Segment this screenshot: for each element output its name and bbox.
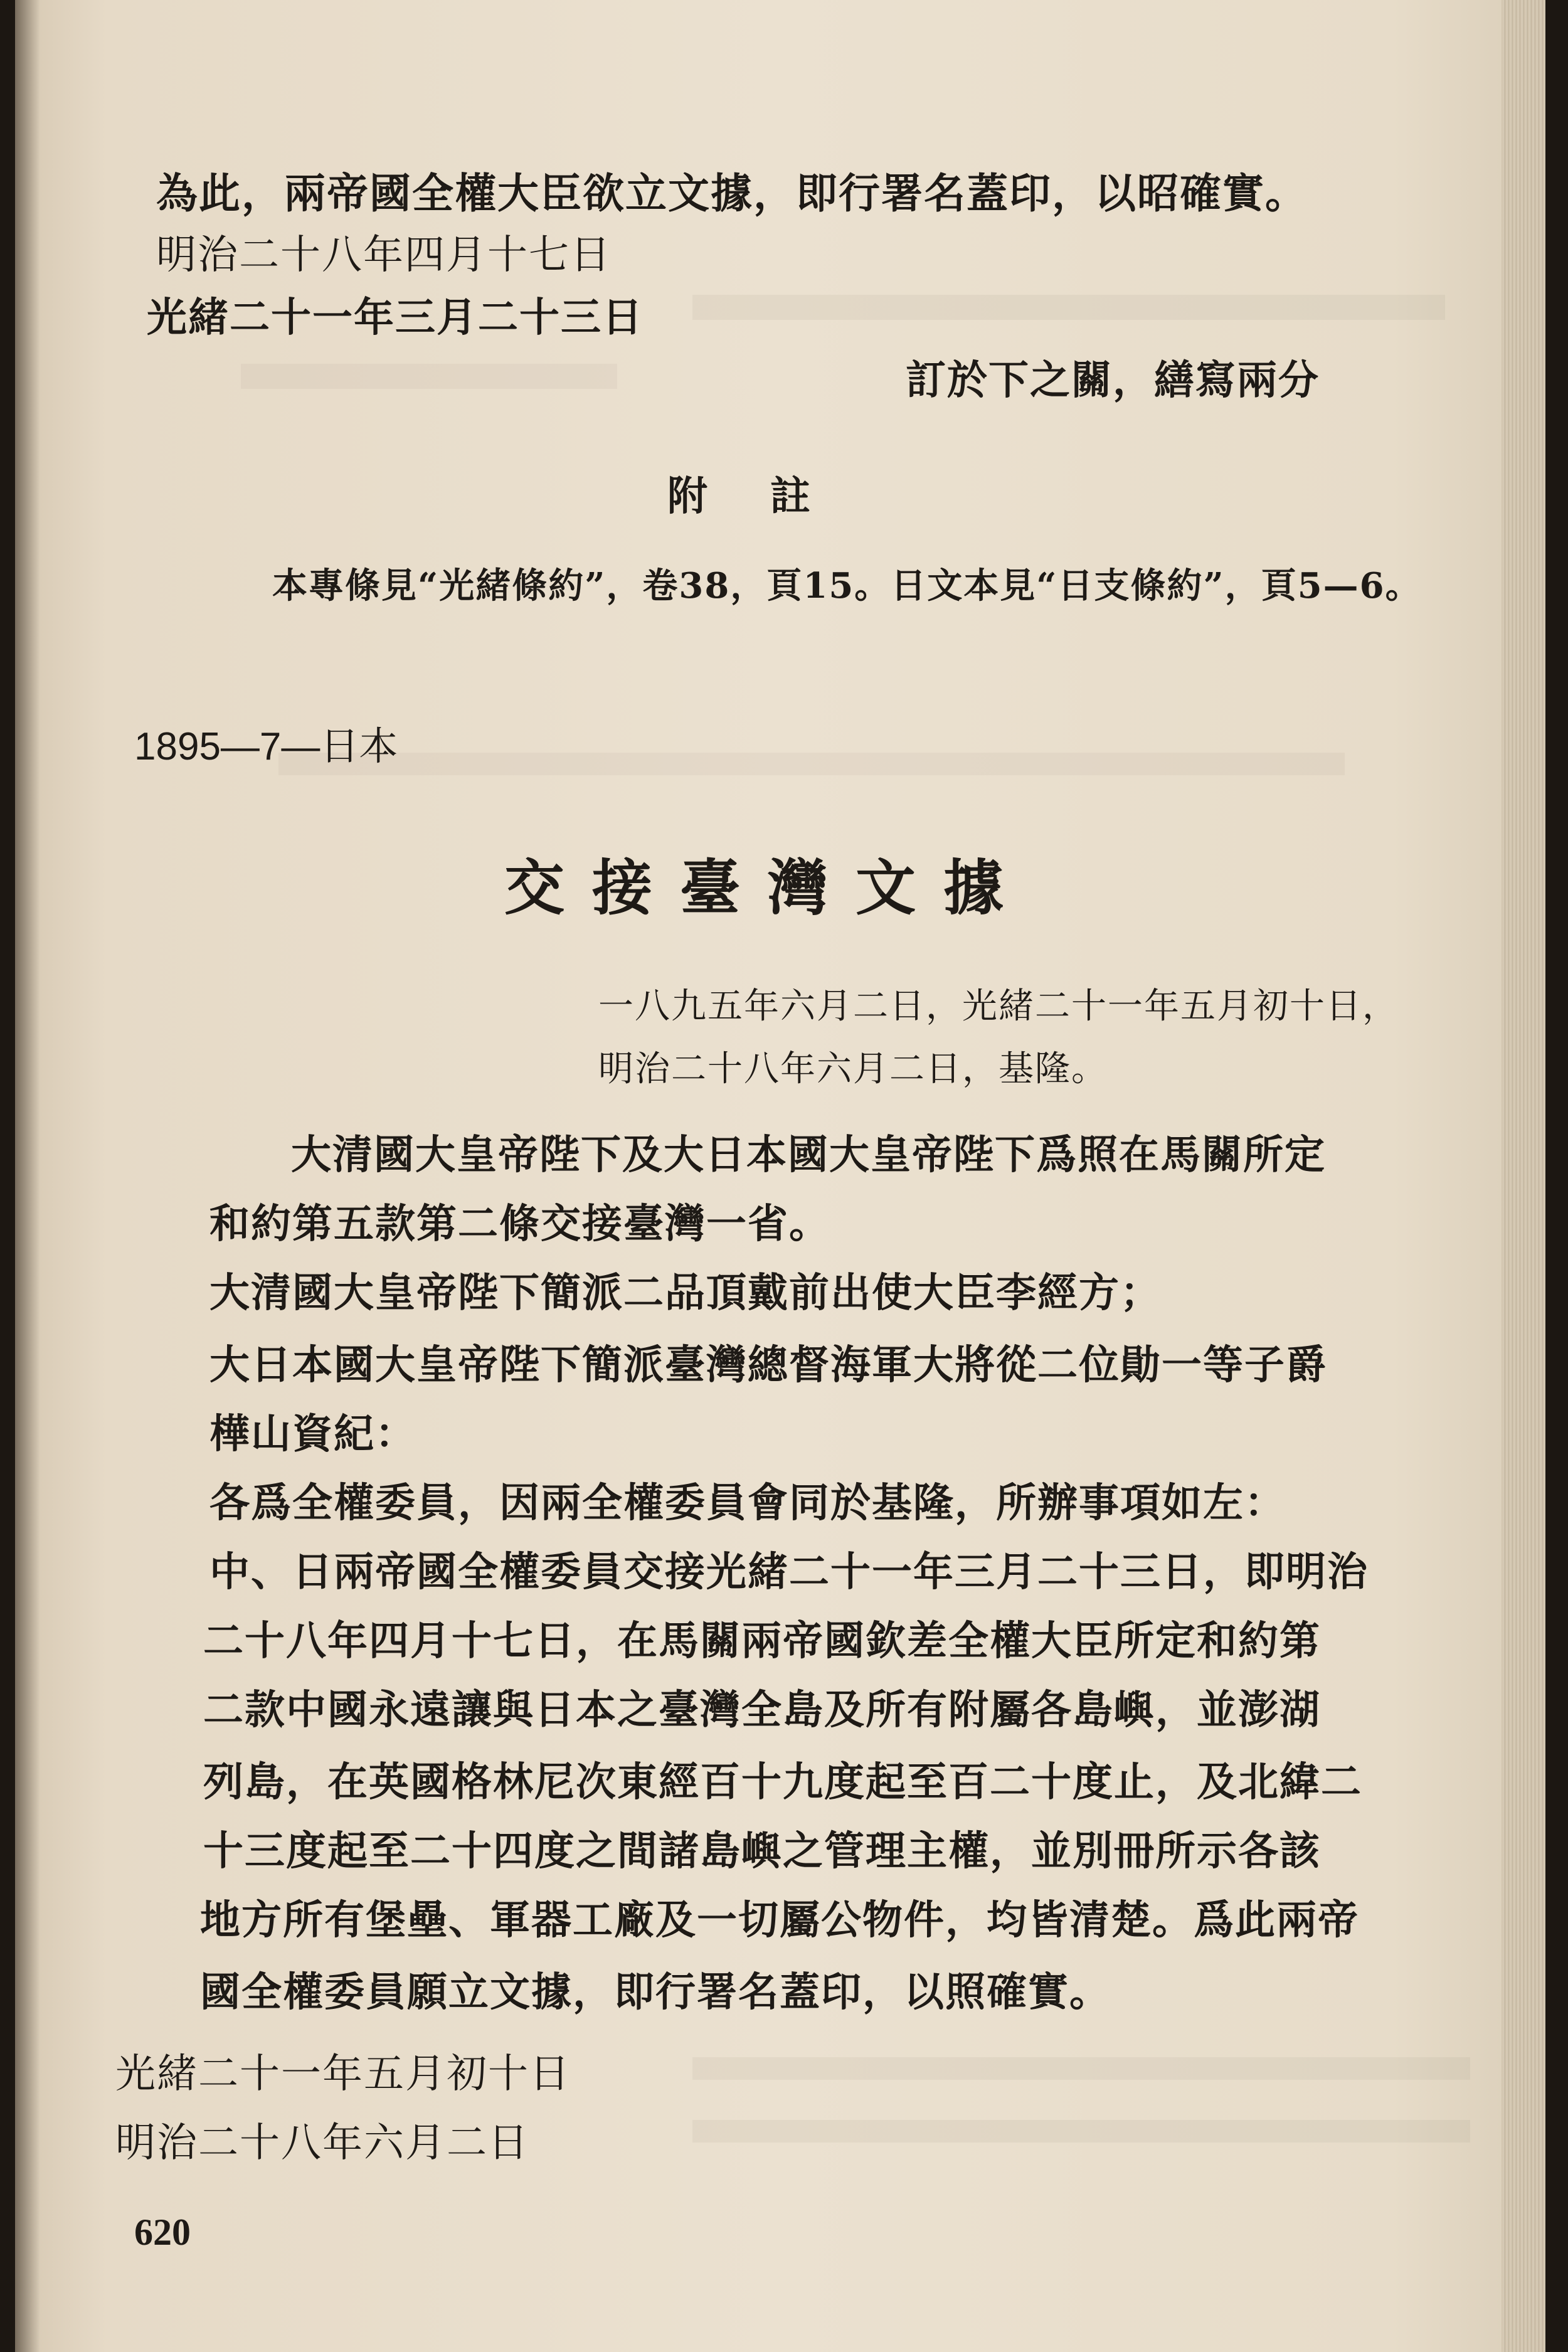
treaty-body-line: 和約第五款第二條交接臺灣一省。 [209, 1200, 830, 1248]
book-page [15, 0, 1545, 2352]
note-text: 本專條見“光緒條約”，卷38，頁15。日文本見“日支條約”，頁5—6。 [272, 565, 1422, 607]
treaty-body-line: 大日本國大皇帝陛下簡派臺灣總督海軍大將從二位勛一等子爵 [209, 1342, 1327, 1389]
treaty-date-meiji: 明治二十八年六月二日 [115, 2120, 529, 2166]
treaty-date-line-1: 一八九五年六月二日，光緒二十一年五月初十日， [598, 986, 1399, 1027]
treaty-body-line: 十三度起至二十四度之間諸島嶼之管理主權，並別冊所示各該 [203, 1828, 1321, 1875]
bleed-through [692, 2120, 1470, 2143]
bleed-through [278, 753, 1345, 775]
bleed-through [692, 295, 1445, 320]
treaty-body-line: 大清國大皇帝陛下及大日本國大皇帝陛下爲照在馬關所定 [291, 1131, 1326, 1179]
treaty-body-line: 中、日兩帝國全權委員交接光緒二十一年三月二十三日，即明治 [209, 1549, 1369, 1596]
bleed-through [692, 2057, 1470, 2080]
treaty-identifier-text: 1895—7—日本 [134, 725, 398, 768]
treaty-body-line: 樺山資紀： [209, 1411, 416, 1458]
treaty-identifier [134, 715, 398, 771]
treaty-body-line: 二款中國永遠讓與日本之臺灣全島及所有附屬各島嶼，並澎湖 [203, 1687, 1321, 1734]
prev-treaty-closing: 為此，兩帝國全權大臣欲立文據，即行署名蓋印，以昭確實。 [156, 169, 1308, 218]
treaty-date-line-2: 明治二十八年六月二日，基隆。 [598, 1049, 1108, 1089]
treaty-date-guangxu: 光緒二十一年五月初十日 [115, 2051, 571, 2097]
bleed-through [241, 364, 617, 389]
treaty-body-line: 列島，在英國格林尼次東經百十九度起至百二十度止，及北緯二 [203, 1759, 1362, 1806]
prev-treaty-date-guangxu: 光緒二十一年三月二十三日 [147, 294, 644, 341]
page-number: 620 [134, 2212, 191, 2253]
treaty-body-line: 二十八年四月十七日，在馬關兩帝國欽差全權大臣所定和約第 [203, 1618, 1321, 1665]
treaty-body-line: 大清國大皇帝陛下簡派二品頂戴前出使大臣李經方； [209, 1269, 1162, 1316]
page-edges [1502, 0, 1545, 2352]
treaty-body-line: 國全權委員願立文據，即行署名蓋印，以照確實。 [200, 1969, 1111, 2016]
note-heading: 附註 [667, 473, 873, 520]
prev-treaty-signed-at: 訂於下之關，繕寫兩分 [906, 357, 1320, 404]
treaty-title: 交接臺灣文據 [504, 852, 1031, 923]
prev-treaty-date-meiji: 明治二十八年四月十七日 [156, 232, 612, 278]
spine-shadow [15, 0, 40, 2352]
treaty-body-line: 地方所有堡壘、軍器工廠及一切屬公物件，均皆清楚。爲此兩帝 [200, 1897, 1359, 1944]
treaty-body-line: 各爲全權委員，因兩全權委員會同於基隆，所辦事項如左： [209, 1480, 1286, 1527]
